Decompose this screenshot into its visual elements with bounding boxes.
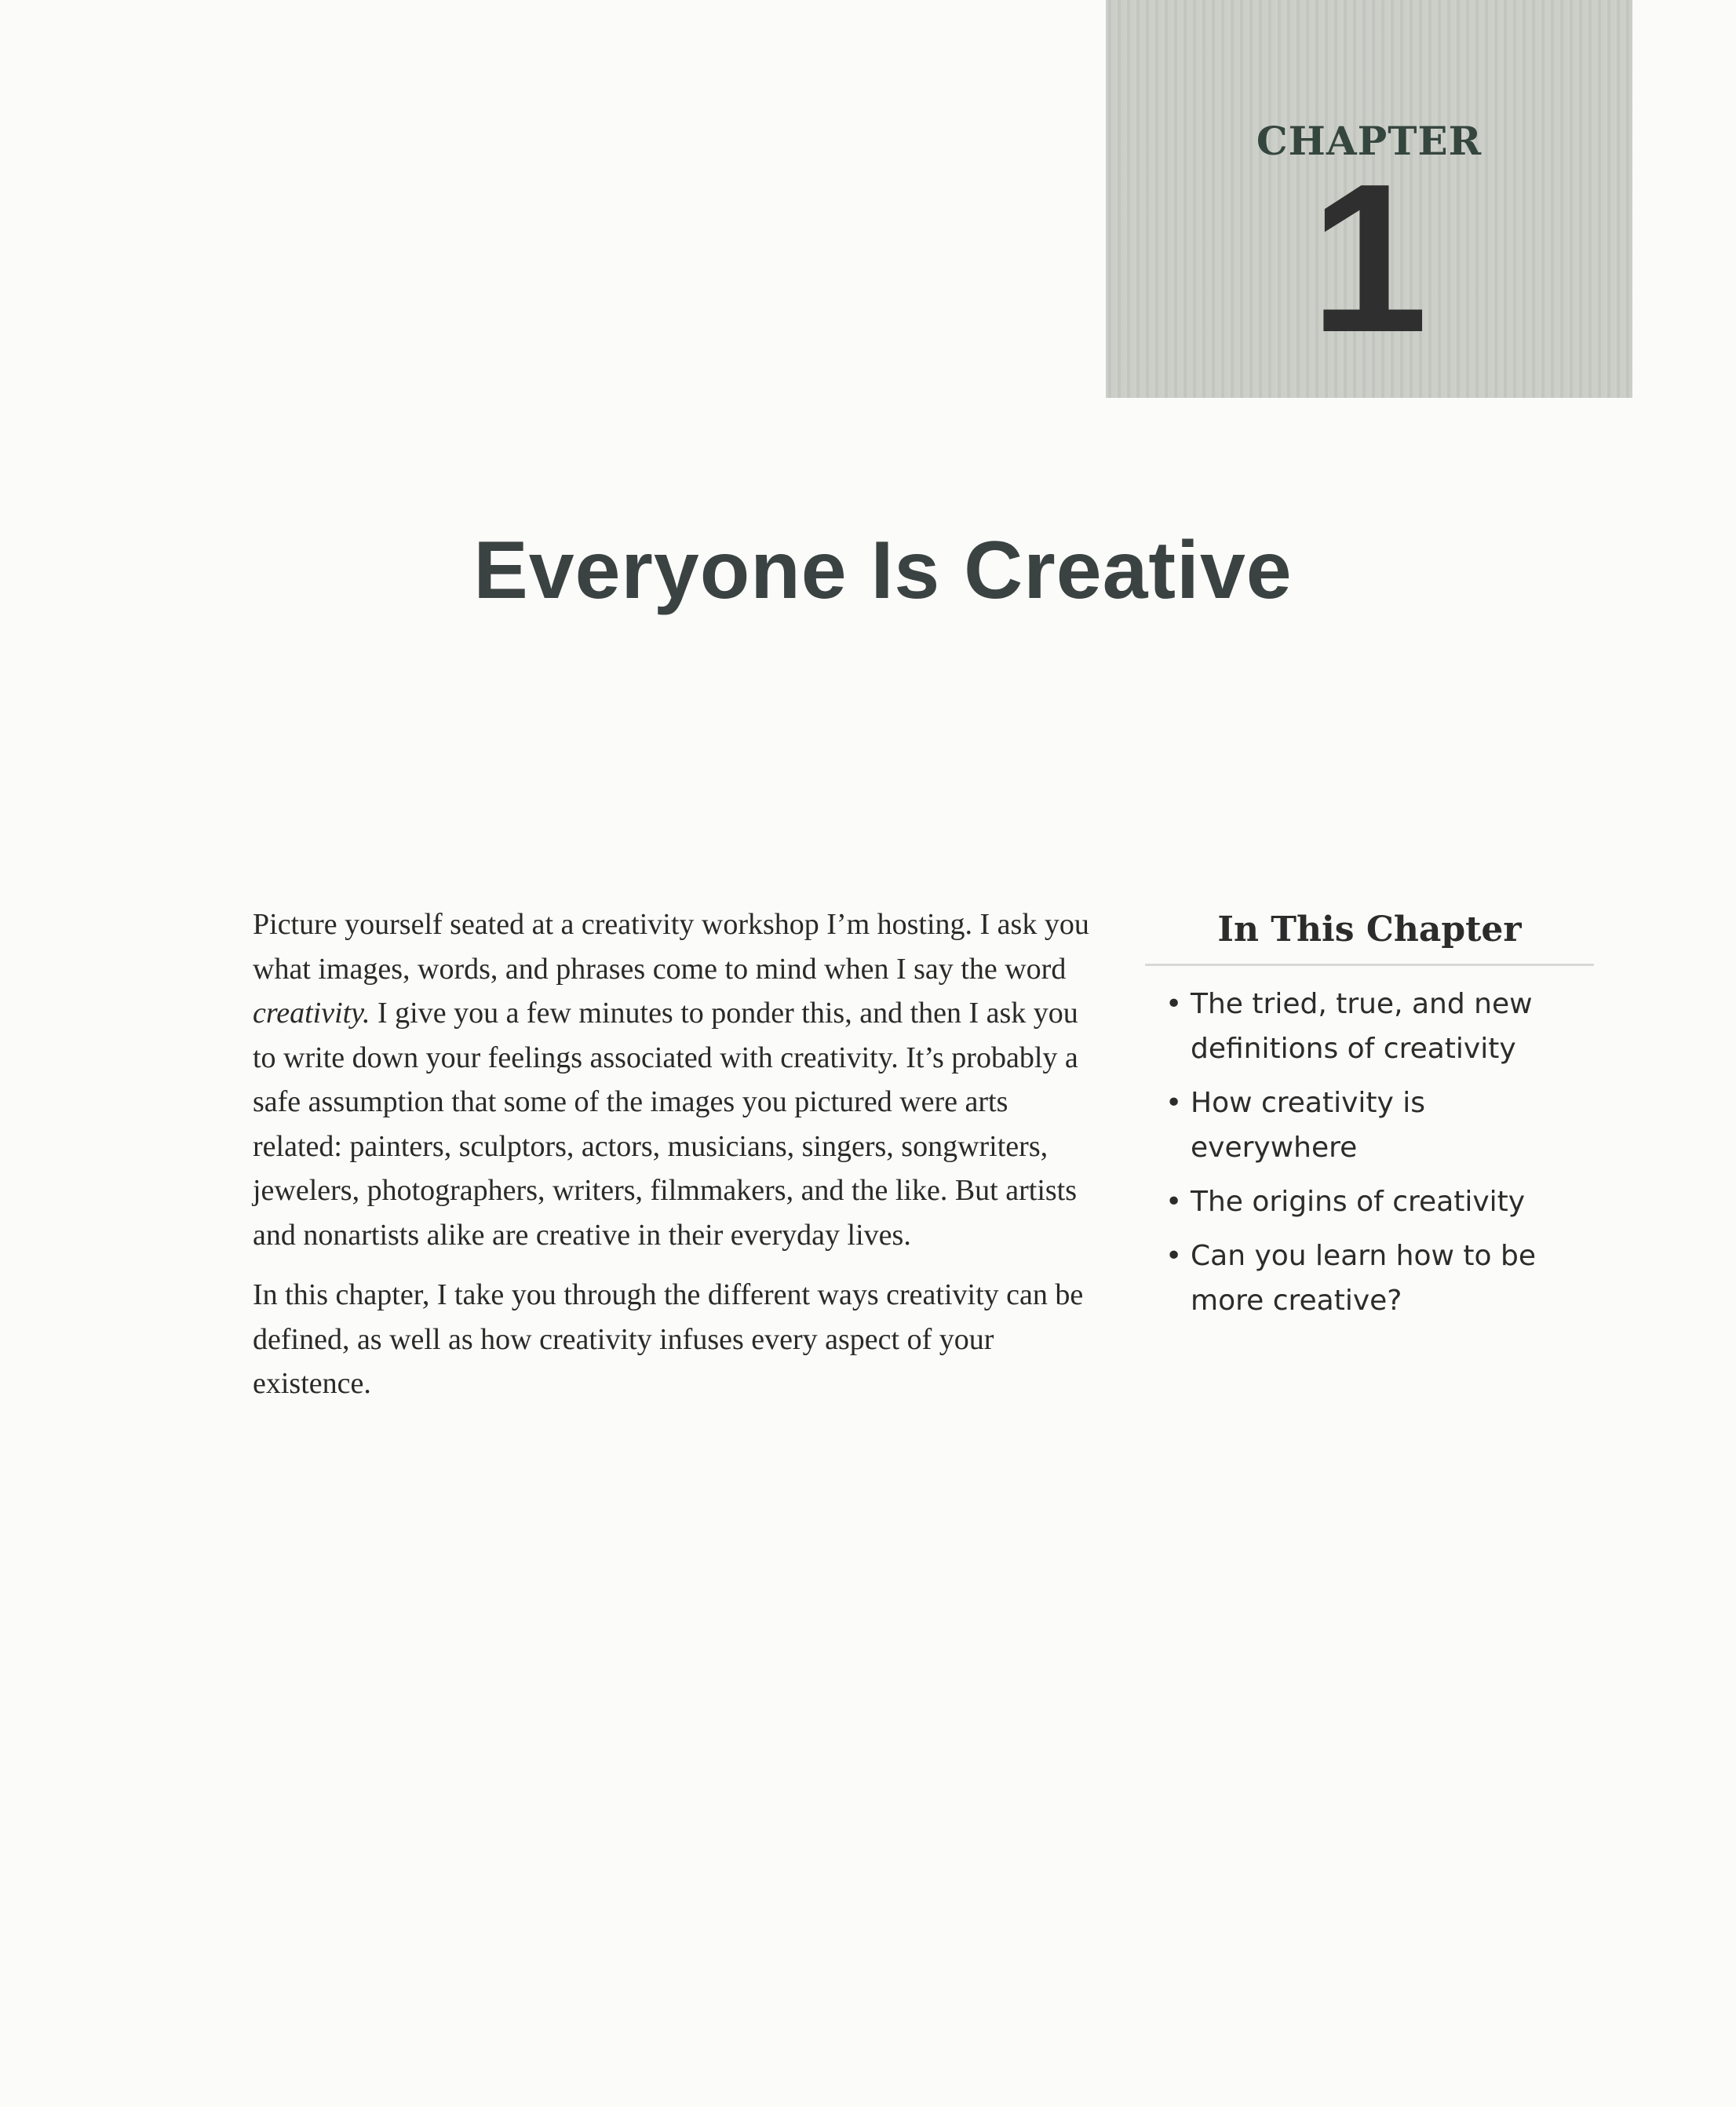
list-item xyxy=(1145,1234,1594,1323)
body-text xyxy=(253,902,1100,1422)
list-item xyxy=(1145,982,1594,1071)
p1-text: Picture yourself seated at a creativity workshop I’m hosting. I ask you what images, words, and phrases come to mind when I say the word xyxy=(253,908,1089,986)
chapter-badge xyxy=(1106,0,1632,398)
bullet-icon: • xyxy=(1165,1240,1183,1272)
list-item-text: The tried, true, and new definitions of creativity xyxy=(1191,988,1533,1065)
sidebar-title: In This Chapter xyxy=(1217,910,1522,950)
sidebar-list xyxy=(1145,982,1594,1323)
chapter-number: 1 xyxy=(1310,140,1428,377)
bullet-icon: • xyxy=(1165,1087,1183,1119)
p1-text-end: I give you a few minutes to ponder this, and then I ask you to write down your feelings associated with creativity. It’s probably a safe assumption that some of the images you pictured were arts related: painters, sculptors, actors, musicians, singers, songwriters, jewelers, photographers, writers, filmmakers, and the like. But artists and nonartists alike are creative in their everyday lives. xyxy=(253,997,1078,1252)
sidebar-divider xyxy=(1145,964,1594,966)
list-item xyxy=(1145,1081,1594,1170)
list-item-text: Can you learn how to be more creative? xyxy=(1191,1240,1536,1317)
p1-italic: creativity. xyxy=(253,997,370,1030)
chapter-title: Everyone Is Creative xyxy=(473,525,1293,616)
bullet-icon: • xyxy=(1165,988,1183,1020)
in-this-chapter-sidebar xyxy=(1145,902,1594,1332)
bullet-icon: • xyxy=(1165,1186,1183,1218)
chapter-label: CHAPTER xyxy=(1256,118,1483,164)
list-item-text: How creativity is everywhere xyxy=(1191,1087,1426,1164)
list-item xyxy=(1145,1179,1594,1224)
paragraph-1 xyxy=(253,902,1100,1257)
list-item-text: The origins of creativity xyxy=(1191,1186,1526,1218)
paragraph-2: In this chapter, I take you through the different ways creativity can be defined, as well as how creativity infuses every aspect of your existence. xyxy=(253,1278,1084,1400)
